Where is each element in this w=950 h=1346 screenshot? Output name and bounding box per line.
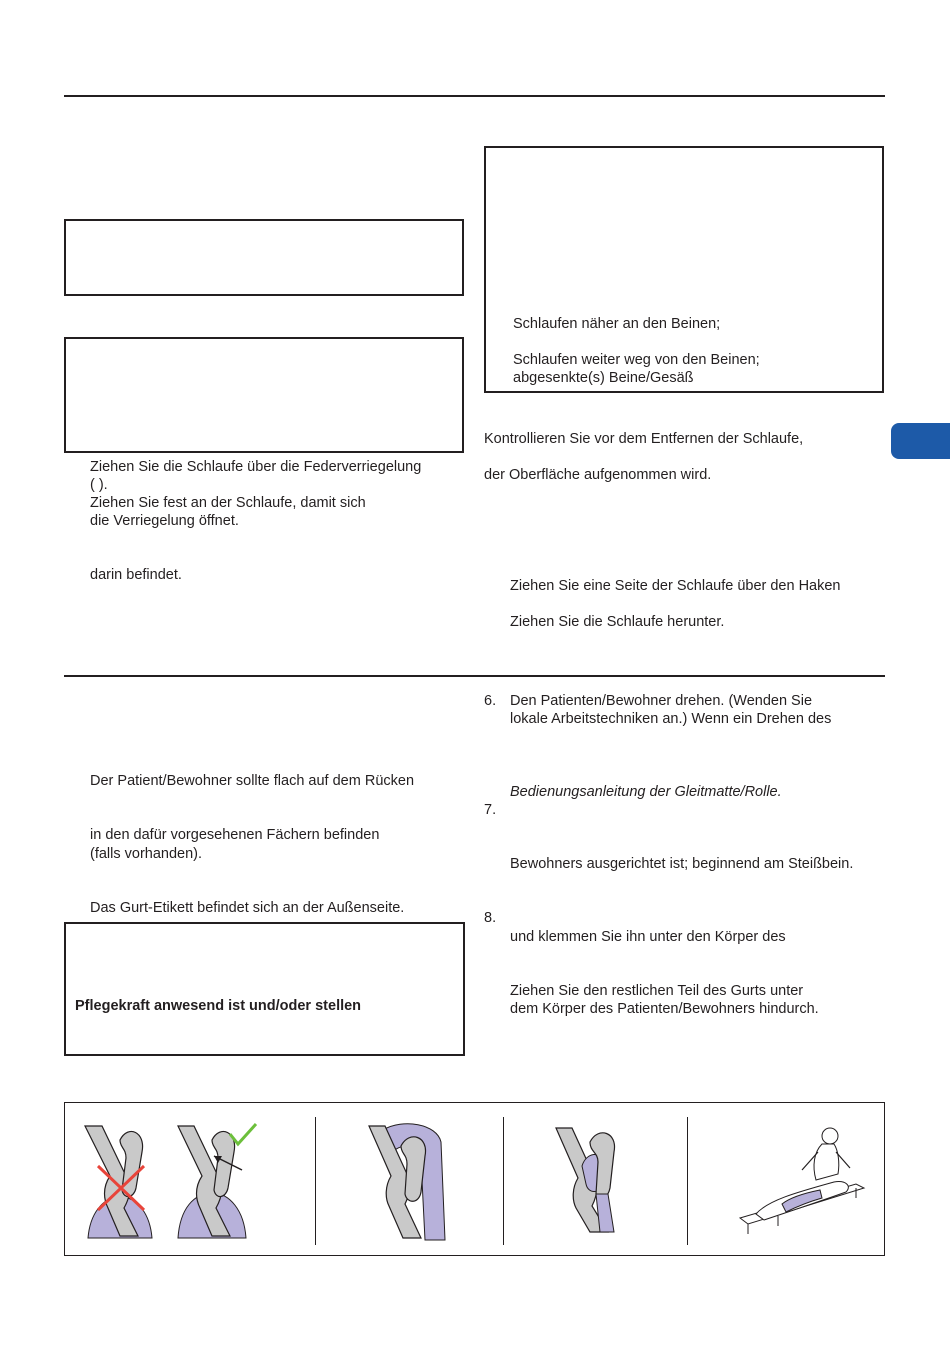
step-7-line-1: Bewohners ausgerichtet ist; beginnend am Steißbein.: [510, 856, 854, 872]
step-8-line-1: und klemmen Sie ihn unter den Körper des: [510, 929, 786, 945]
remove-line-4: Ziehen Sie die Schlaufe herunter.: [510, 614, 725, 630]
step-8-line-3: dem Körper des Patienten/Bewohners hindurch.: [510, 1001, 819, 1017]
hook-wrong-and-correct-illustration: [80, 1118, 300, 1242]
prep-line-2: in den dafür vorgesehenen Fächern befinden: [90, 827, 380, 843]
step-8-line-2: Ziehen Sie den restlichen Teil des Gurts unter: [510, 983, 804, 999]
check-icon: [230, 1124, 256, 1144]
step-8-number: 8.: [484, 910, 497, 926]
remove-line-2: der Oberfläche aufgenommen wird.: [484, 467, 712, 483]
right-box-line-3: abgesenkte(s) Beine/Gesäß: [513, 370, 694, 386]
left-note-box-2: [64, 337, 464, 453]
step-6-reference: Bedienungsanleitung der Gleitmatte/Rolle.: [510, 784, 782, 800]
prep-line-4: Das Gurt-Etikett befindet sich an der Außenseite.: [90, 900, 405, 916]
step-6-line-1: Den Patienten/Bewohner drehen. (Wenden Sie: [510, 693, 813, 709]
figure-separator-2: [503, 1117, 504, 1245]
section-rule: [64, 675, 885, 677]
warning-text: Pflegekraft anwesend ist und/oder stellen: [75, 998, 362, 1014]
top-rule: [64, 95, 885, 97]
hook-step-line-4: die Verriegelung öffnet.: [90, 513, 239, 529]
warning-box: [64, 922, 465, 1056]
step-7-number: 7.: [484, 802, 497, 818]
prep-line-1: Der Patient/Bewohner sollte flach auf dem Rücken: [90, 773, 415, 789]
caregiver-body: [814, 1144, 839, 1180]
chapter-tab[interactable]: [891, 423, 950, 459]
hook-step-line-1: Ziehen Sie die Schlaufe über die Federverriegelung: [90, 459, 422, 475]
hook-step-line-2: ( ).: [90, 477, 108, 493]
right-info-box: [484, 146, 884, 393]
caregiver-head: [822, 1128, 838, 1144]
patient-turned-on-bed-illustration: [738, 1122, 868, 1240]
remove-line-3: Ziehen Sie eine Seite der Schlaufe über den Haken: [510, 578, 841, 594]
prep-line-3: (falls vorhanden).: [90, 846, 203, 862]
remove-line-1: Kontrollieren Sie vor dem Entfernen der Schlaufe,: [484, 431, 804, 447]
sling-loop-over-hook-illustration: [365, 1120, 455, 1242]
hook-step-line-3: Ziehen Sie fest an der Schlaufe, damit sich: [90, 495, 366, 511]
left-note-box-1: [64, 219, 464, 296]
right-box-line-1: Schlaufen näher an den Beinen;: [513, 316, 721, 332]
figure-separator-1: [315, 1117, 316, 1245]
step-6-line-2: lokale Arbeitstechniken an.) Wenn ein Drehen des: [510, 711, 832, 727]
loop-pulled-off-hook-illustration: [552, 1122, 642, 1238]
right-box-line-2: Schlaufen weiter weg von den Beinen;: [513, 352, 760, 368]
hook-step-line-5: darin befindet.: [90, 567, 182, 583]
figure-separator-3: [687, 1117, 688, 1245]
step-6-number: 6.: [484, 693, 497, 709]
